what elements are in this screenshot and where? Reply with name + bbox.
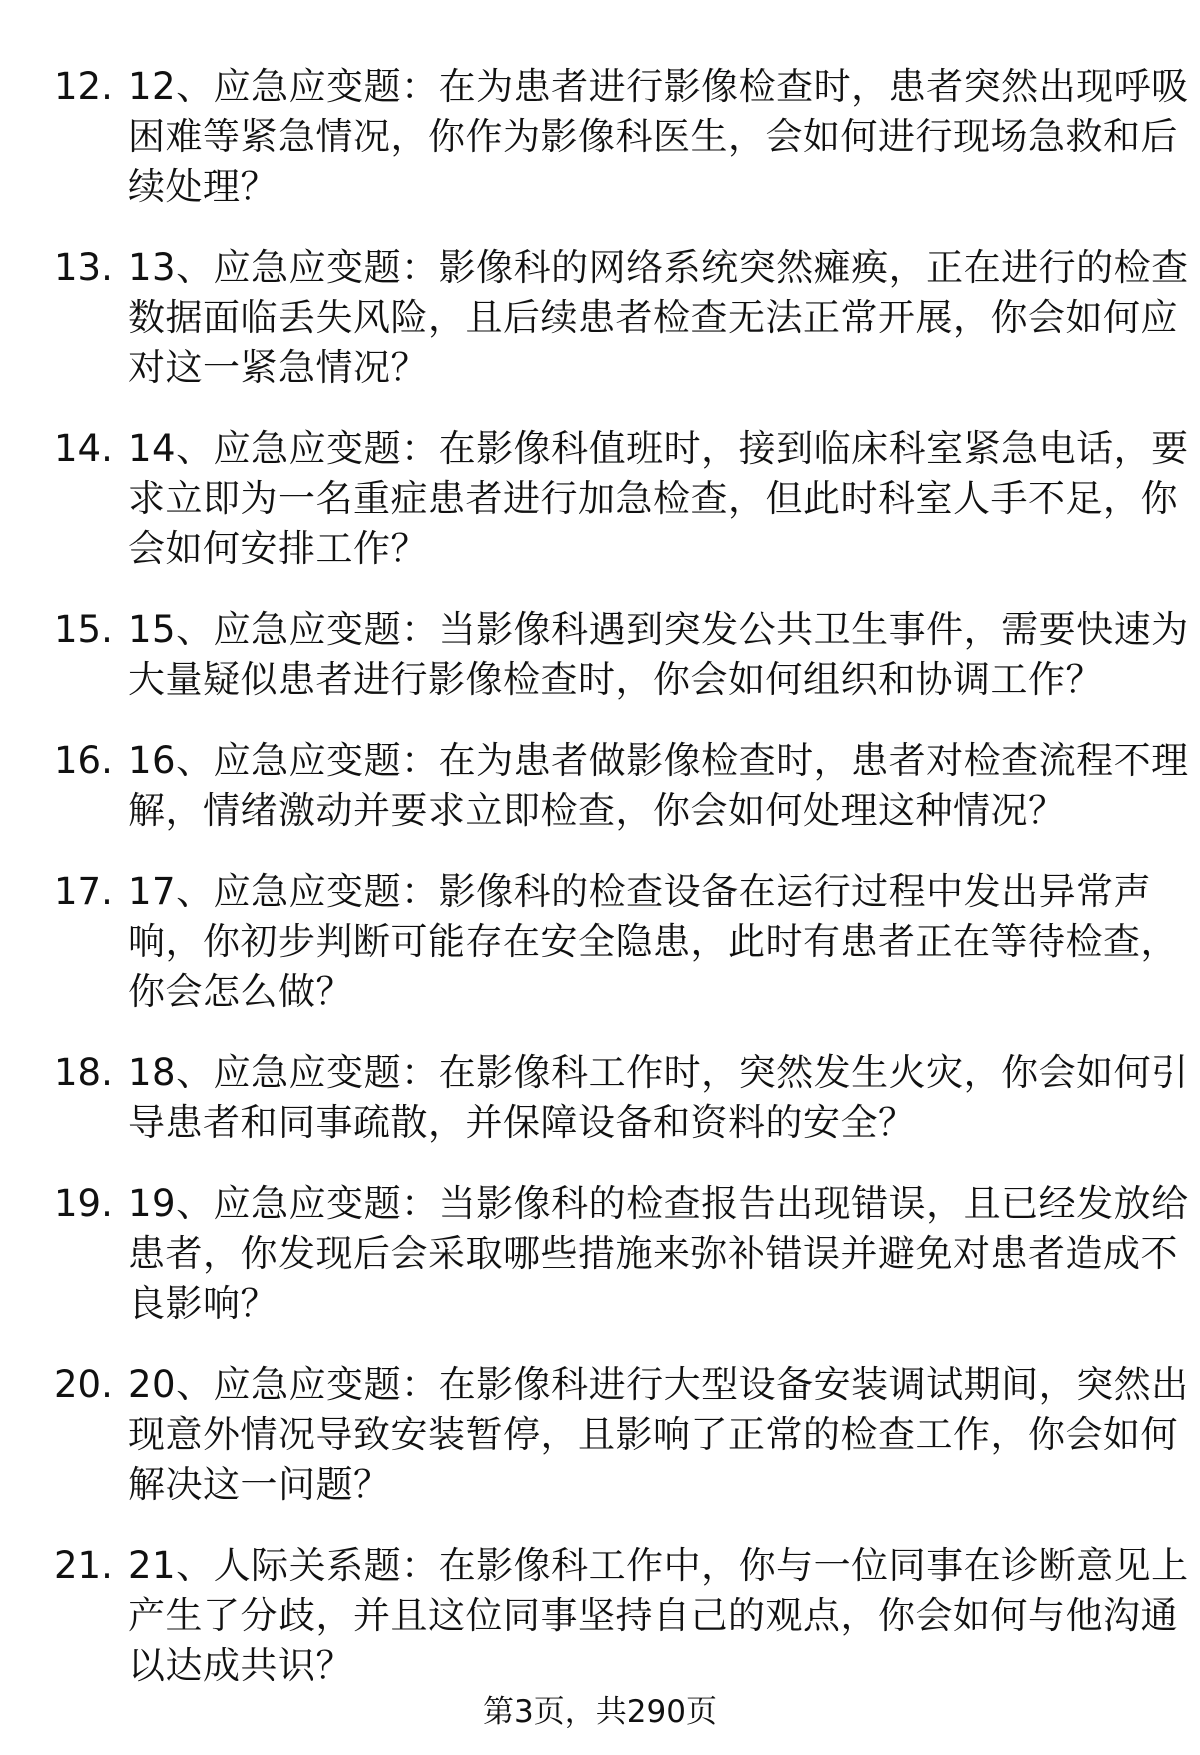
text-line: 导患者和同事疏散，并保障设备和资料的安全？ bbox=[128, 1101, 916, 1144]
item-number: 12. bbox=[54, 65, 113, 108]
text-line: 会如何安排工作？ bbox=[128, 527, 428, 570]
list-item bbox=[0, 424, 1200, 574]
text-line: 良影响？ bbox=[128, 1282, 278, 1325]
item-number: 15. bbox=[54, 608, 113, 651]
item-text bbox=[128, 867, 1200, 1017]
text-line: 困难等紧急情况，你作为影像科医生，会如何进行现场急救和后 bbox=[128, 115, 1178, 158]
text-line: 求立即为一名重症患者进行加急检查，但此时科室人手不足，你 bbox=[128, 477, 1178, 520]
list-item bbox=[0, 736, 1200, 836]
item-number: 18. bbox=[54, 1051, 113, 1094]
text-line: 21、人际关系题：在影像科工作中，你与一位同事在诊断意见上 bbox=[128, 1544, 1189, 1587]
list-item bbox=[0, 605, 1200, 705]
list-item bbox=[0, 867, 1200, 1017]
text-line: 对这一紧急情况？ bbox=[128, 346, 428, 389]
item-number: 13. bbox=[54, 246, 113, 289]
text-line: 解，情绪激动并要求立即检查，你会如何处理这种情况？ bbox=[128, 789, 1066, 832]
question-list bbox=[0, 62, 1200, 1722]
item-text bbox=[128, 62, 1200, 212]
text-line: 现意外情况导致安装暂停，且影响了正常的检查工作，你会如何 bbox=[128, 1413, 1178, 1456]
text-line: 12、应急应变题：在为患者进行影像检查时，患者突然出现呼吸 bbox=[128, 65, 1189, 108]
list-item bbox=[0, 1541, 1200, 1691]
list-item bbox=[0, 1360, 1200, 1510]
text-line: 14、应急应变题：在影像科值班时，接到临床科室紧急电话，要 bbox=[128, 427, 1189, 470]
item-text bbox=[128, 424, 1200, 574]
list-item bbox=[0, 62, 1200, 212]
text-line: 响，你初步判断可能存在安全隐患，此时有患者正在等待检查， bbox=[128, 920, 1178, 963]
text-line: 16、应急应变题：在为患者做影像检查时，患者对检查流程不理 bbox=[128, 739, 1189, 782]
text-line: 19、应急应变题：当影像科的检查报告出现错误，且已经发放给 bbox=[128, 1182, 1189, 1225]
item-number: 21. bbox=[54, 1544, 113, 1587]
item-text bbox=[128, 605, 1200, 705]
text-line: 17、应急应变题：影像科的检查设备在运行过程中发出异常声 bbox=[128, 870, 1152, 913]
page-number: 第3页，共290页 bbox=[483, 1694, 717, 1730]
text-line: 20、应急应变题：在影像科进行大型设备安装调试期间，突然出 bbox=[128, 1363, 1189, 1406]
list-item bbox=[0, 1179, 1200, 1329]
list-item bbox=[0, 1048, 1200, 1148]
item-number: 16. bbox=[54, 739, 113, 782]
item-text bbox=[128, 1179, 1200, 1329]
text-line: 数据面临丢失风险，且后续患者检查无法正常开展，你会如何应 bbox=[128, 296, 1178, 339]
text-line: 患者，你发现后会采取哪些措施来弥补错误并避免对患者造成不 bbox=[128, 1232, 1178, 1275]
item-text bbox=[128, 1541, 1200, 1691]
item-text bbox=[128, 243, 1200, 393]
item-number: 14. bbox=[54, 427, 113, 470]
item-text bbox=[128, 1360, 1200, 1510]
item-number: 17. bbox=[54, 870, 113, 913]
text-line: 13、应急应变题：影像科的网络系统突然瘫痪，正在进行的检查 bbox=[128, 246, 1189, 289]
item-text bbox=[128, 736, 1200, 836]
item-text bbox=[128, 1048, 1200, 1148]
text-line: 续处理？ bbox=[128, 165, 278, 208]
item-number: 20. bbox=[54, 1363, 113, 1406]
text-line: 解决这一问题？ bbox=[128, 1463, 391, 1506]
list-item bbox=[0, 243, 1200, 393]
text-line: 以达成共识？ bbox=[128, 1644, 353, 1687]
text-line: 18、应急应变题：在影像科工作时，突然发生火灾，你会如何引 bbox=[128, 1051, 1189, 1094]
text-line: 产生了分歧，并且这位同事坚持自己的观点，你会如何与他沟通 bbox=[128, 1594, 1178, 1637]
text-line: 15、应急应变题：当影像科遇到突发公共卫生事件，需要快速为 bbox=[128, 608, 1189, 651]
text-line: 你会怎么做？ bbox=[128, 970, 353, 1013]
text-line: 大量疑似患者进行影像检查时，你会如何组织和协调工作？ bbox=[128, 658, 1103, 701]
item-number: 19. bbox=[54, 1182, 113, 1225]
